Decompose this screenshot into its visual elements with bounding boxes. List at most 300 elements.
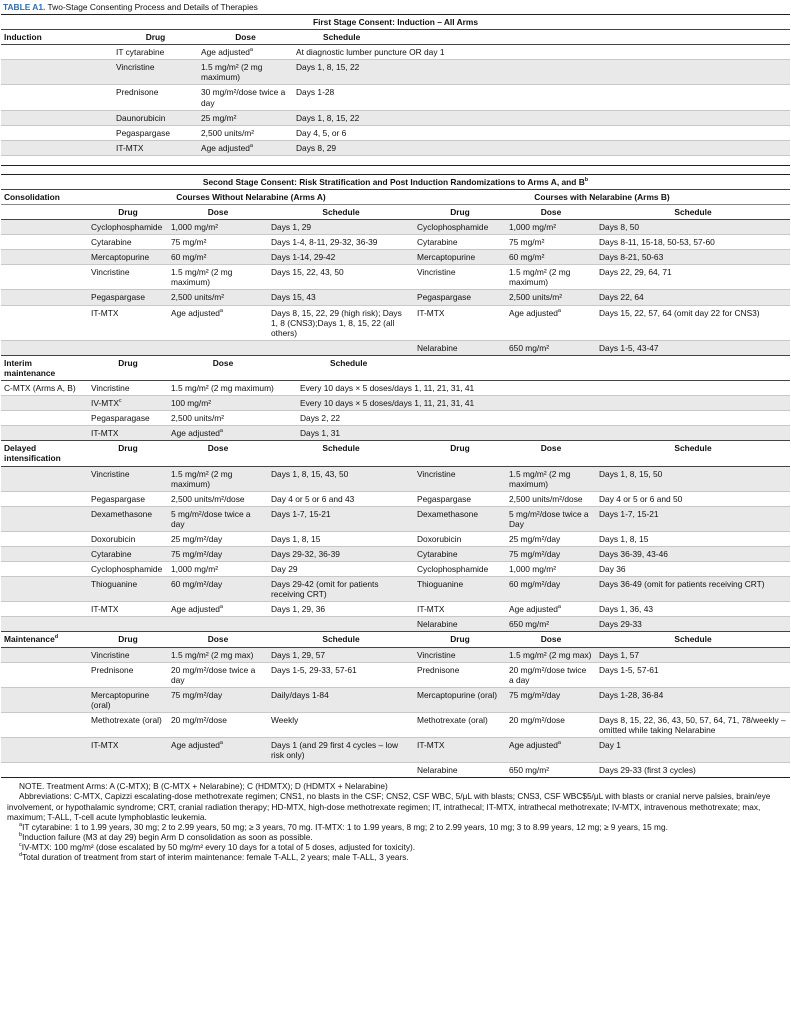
arm-b-dose-cell xyxy=(506,220,596,234)
table-row xyxy=(1,426,790,440)
phase-label-induction: Induction xyxy=(4,32,42,43)
arm-a-dose-cell xyxy=(168,763,268,777)
arm-b-schedule-cell xyxy=(596,648,790,662)
arm-b-schedule-cell xyxy=(596,235,790,249)
col-header-dose: Dose xyxy=(212,357,234,368)
drug-cell-text: Prednisone xyxy=(116,87,159,98)
schedule-cell-text: Days 1, 8, 15, 22 xyxy=(296,112,360,123)
arm-b-schedule-cell xyxy=(596,532,790,546)
schedule-cell xyxy=(293,85,453,109)
arm-a-drug-cell xyxy=(88,265,168,289)
table-row xyxy=(1,663,790,688)
arm-b-drug-cell-text: Nelarabine xyxy=(417,619,458,630)
arm-a-schedule-cell xyxy=(268,617,414,631)
arm-a-drug-cell xyxy=(88,577,168,601)
table-row xyxy=(1,220,790,235)
arm-a-dose-cell xyxy=(168,713,268,737)
footnote-mark: a xyxy=(219,307,223,314)
phase-label-text: Maintenance xyxy=(4,634,55,645)
arm-b-drug-cell-text: Cyclophosphamide xyxy=(417,222,489,233)
arm-b-schedule-cell xyxy=(596,290,790,304)
arm-b-drug-cell-text: Cytarabine xyxy=(417,548,458,559)
arm-b-schedule-cell-text: Days 1, 8, 15 xyxy=(599,533,649,544)
col-header-dose xyxy=(506,205,596,219)
col-header-schedule xyxy=(596,632,790,646)
footnote-mark: a xyxy=(19,821,23,828)
arm-b-drug-cell-text: Vincristine xyxy=(417,649,456,660)
arm-b-dose-cell-text: 25 mg/m²/day xyxy=(509,533,561,544)
dose-cell-text: Age adjusted xyxy=(201,142,250,153)
arm-a-drug-cell-text: Vincristine xyxy=(91,468,130,479)
footnote-text: Total duration of treatment from start of interim maintenance: female T-ALL, 2 years; male T-ALL, 3 years. xyxy=(22,852,409,863)
table-label: TABLE A1. xyxy=(3,2,46,12)
footnote-mark: d xyxy=(19,852,23,859)
arm-a-drug-cell xyxy=(88,738,168,762)
arm-a-dose-cell xyxy=(168,250,268,264)
col-header-dose xyxy=(168,632,268,646)
arm-a-schedule-cell-text: Days 1, 8, 15 xyxy=(271,533,321,544)
second-stage-title xyxy=(1,175,790,190)
arm-b-dose-cell-text: 20 mg/m²/dose xyxy=(509,714,565,725)
arm-a-schedule-cell-text: Days 1-14, 29-42 xyxy=(271,252,336,263)
arm-a-dose-cell-text: Age adjusted xyxy=(171,740,220,751)
arm-a-schedule-cell xyxy=(268,290,414,304)
arm-a-drug-cell-text: Vincristine xyxy=(91,267,130,278)
footnote-mark: a xyxy=(249,142,253,149)
arm-a-schedule-cell xyxy=(268,738,414,762)
footnote-text: Induction failure (M3 at day 29) begin Arm D consolidation as soon as possible. xyxy=(22,831,313,842)
table-row xyxy=(1,547,790,562)
footnote-mark: a xyxy=(219,740,223,747)
arm-b-drug-cell xyxy=(414,220,506,234)
arm-label-cell-text: C-MTX (Arms A, B) xyxy=(4,383,76,394)
col-header-drug: Drug xyxy=(118,357,138,368)
arm-a-drug-cell-text: IT-MTX xyxy=(91,604,119,615)
arm-b-drug-cell xyxy=(414,738,506,762)
arm-a-schedule-cell-text: Daily/days 1-84 xyxy=(271,689,329,700)
col-header-dose xyxy=(168,205,268,219)
arm-a-dose-cell xyxy=(168,532,268,546)
arm-a-drug-cell xyxy=(88,467,168,491)
arm-b-schedule-cell-text: Day 1 xyxy=(599,740,621,751)
arm-b-dose-cell-text: Age adjusted xyxy=(509,604,558,615)
arm-b-drug-cell-text: Prednisone xyxy=(417,664,460,675)
arm-b-dose-cell-text: 2,500 units/m² xyxy=(509,292,563,303)
arm-a-schedule-cell xyxy=(268,713,414,737)
arm-b-dose-cell-text: 20 mg/m²/dose twice a day xyxy=(509,664,587,685)
arm-a-dose-cell-text: 75 mg/m²/day xyxy=(171,548,223,559)
footnote-mark: a xyxy=(249,47,253,54)
dose-cell-text: Age adjusted xyxy=(201,47,250,58)
arm-a-drug-cell xyxy=(88,492,168,506)
arm-b-schedule-cell-text: Day 4 or 5 or 6 and 50 xyxy=(599,493,683,504)
schedule-cell-text: Days 8, 29 xyxy=(296,142,337,153)
arm-b-dose-cell-text: 650 mg/m² xyxy=(509,619,550,630)
schedule-cell xyxy=(293,126,453,140)
maintenance-header-row xyxy=(1,631,790,647)
arm-a-drug-cell-text: IT-MTX xyxy=(91,307,119,318)
arm-a-schedule-cell-text: Days 1, 29 xyxy=(271,222,312,233)
col-header-dose: Dose xyxy=(235,32,256,43)
arm-a-drug-cell xyxy=(88,617,168,631)
arm-b-dose-cell-text: 75 mg/m²/day xyxy=(509,689,561,700)
drug-cell-text: IT cytarabine xyxy=(116,47,165,58)
col-header-dose-text: Dose xyxy=(540,443,562,454)
arm-a-dose-cell-text: 60 mg/m²/day xyxy=(171,579,223,590)
arm-a-schedule-cell xyxy=(268,688,414,712)
arm-label-cell xyxy=(1,396,88,410)
schedule-cell-text: Every 10 days × 5 doses/days 1, 11, 21, 31, 41 xyxy=(300,383,475,394)
phase-cell xyxy=(1,126,113,140)
arm-b-schedule-cell-text: Days 36-49 (omit for patients receiving CRT) xyxy=(599,579,765,590)
schedule-cell xyxy=(278,396,478,410)
col-header-schedule xyxy=(268,441,414,465)
col-header-dose-text: Dose xyxy=(207,634,229,645)
col-header-dose-text: Dose xyxy=(540,634,562,645)
footnote-text: IV-MTX: 100 mg/m² (dose escalated by 50 mg/m² every 10 days for a total of 5 doses, adjusted for toxicity). xyxy=(21,841,416,852)
arm-b-drug-cell-text: Mercaptopurine xyxy=(417,252,476,263)
arm-a-schedule-cell xyxy=(268,265,414,289)
maintenance-rows xyxy=(1,648,790,778)
phase-cell xyxy=(1,648,88,662)
arm-a-drug-cell-text: Prednisone xyxy=(91,664,134,675)
arm-a-schedule-cell-text: Days 8, 15, 22, 29 (high risk); Days 1, 8 (CNS3);Days 1, 8, 15, 22 (all others) xyxy=(271,307,402,338)
arm-a-dose-cell-text: 1.5 mg/m² (2 mg maximum) xyxy=(171,267,233,288)
phase-cell xyxy=(1,341,88,355)
arm-b-dose-cell xyxy=(506,602,596,616)
footnote-mark: a xyxy=(219,604,223,611)
arm-b-schedule-cell-text: Days 1, 8, 15, 50 xyxy=(599,468,663,479)
arm-a-drug-cell-text: Thioguanine xyxy=(91,579,138,590)
arm-a-schedule-cell xyxy=(268,547,414,561)
arm-b-dose-cell xyxy=(506,648,596,662)
arm-a-schedule-cell xyxy=(268,250,414,264)
arm-a-drug-cell xyxy=(88,688,168,712)
table-row xyxy=(1,713,790,738)
arm-a-dose-cell xyxy=(168,492,268,506)
arm-b-schedule-cell-text: Days 8-11, 15-18, 50-53, 57-60 xyxy=(599,237,715,248)
phase-cell xyxy=(1,290,88,304)
drug-cell xyxy=(113,141,198,155)
table-row xyxy=(1,738,790,763)
col-header-drug xyxy=(414,205,506,219)
phase-label-interim: Interim maintenance xyxy=(4,357,56,378)
first-stage-section xyxy=(1,14,790,166)
note-text: NOTE. Treatment Arms: A (C-MTX); B (C-MTX + Nelarabine); C (HDMTX); D (HDMTX + Nelarabine) xyxy=(19,781,388,792)
arm-a-drug-cell-text: Pegaspargase xyxy=(91,493,146,504)
arm-a-schedule-cell-text: Days 29-32, 36-39 xyxy=(271,548,340,559)
arm-b-schedule-cell xyxy=(596,688,790,712)
table-row xyxy=(1,688,790,713)
arm-b-drug-cell xyxy=(414,250,506,264)
arm-a-dose-cell xyxy=(168,577,268,601)
arm-b-drug-cell-text: Nelarabine xyxy=(417,765,458,776)
arm-a-dose-cell xyxy=(168,648,268,662)
col-header-drug xyxy=(88,441,168,465)
consolidation-group-row xyxy=(1,190,790,205)
table-row xyxy=(1,507,790,532)
arm-a-dose-cell xyxy=(168,235,268,249)
arm-b-drug-cell xyxy=(414,602,506,616)
arm-b-schedule-cell xyxy=(596,265,790,289)
arm-b-schedule-cell-text: Days 22, 29, 64, 71 xyxy=(599,267,672,278)
col-header-schedule-text: Schedule xyxy=(322,207,360,218)
table-row xyxy=(1,111,790,126)
arm-b-dose-cell-text: 2,500 units/m²/dose xyxy=(509,493,583,504)
col-header-drug-text: Drug xyxy=(450,443,470,454)
delayed-rows xyxy=(1,467,790,632)
group-a-title: Courses Without Nelarabine (Arms A) xyxy=(176,191,326,202)
col-header-dose-text: Dose xyxy=(540,207,562,218)
table-title: Two-Stage Consenting Process and Details of Therapies xyxy=(47,2,258,12)
col-header-schedule xyxy=(596,205,790,219)
dose-cell-text: Age adjusted xyxy=(171,428,220,439)
table-row xyxy=(1,235,790,250)
arm-a-schedule-cell xyxy=(268,532,414,546)
arm-b-dose-cell xyxy=(506,532,596,546)
schedule-cell-text: Days 1-28 xyxy=(296,87,335,98)
arm-b-dose-cell xyxy=(506,617,596,631)
arm-a-drug-cell-text: Cytarabine xyxy=(91,548,132,559)
arm-b-drug-cell xyxy=(414,492,506,506)
table-row xyxy=(1,411,790,426)
table-row xyxy=(1,396,790,411)
interim-header-row xyxy=(1,355,790,381)
arm-b-drug-cell xyxy=(414,507,506,531)
arm-a-schedule-cell-text: Days 29-42 (omit for patients receiving CRT) xyxy=(271,579,379,600)
arm-label-cell xyxy=(1,426,88,440)
arm-a-drug-cell-text: Cytarabine xyxy=(91,237,132,248)
arm-b-schedule-cell-text: Days 8, 50 xyxy=(599,222,640,233)
second-stage-section xyxy=(1,174,790,778)
arm-a-schedule-cell xyxy=(268,341,414,355)
arm-b-schedule-cell xyxy=(596,341,790,355)
dose-cell xyxy=(198,141,293,155)
arm-a-drug-cell xyxy=(88,341,168,355)
schedule-cell xyxy=(278,411,478,425)
arm-b-drug-cell xyxy=(414,341,506,355)
arm-b-schedule-cell xyxy=(596,250,790,264)
footnote-a xyxy=(7,822,786,832)
arm-a-dose-cell xyxy=(168,688,268,712)
consolidation-header-row xyxy=(1,205,790,220)
arm-a-schedule-cell-text: Weekly xyxy=(271,714,299,725)
arm-b-dose-cell-text: Age adjusted xyxy=(509,307,558,318)
arm-b-dose-cell-text: 5 mg/m²/dose twice a Day xyxy=(509,508,589,529)
arm-a-schedule-cell xyxy=(268,648,414,662)
arm-b-schedule-cell xyxy=(596,547,790,561)
col-header-schedule: Schedule xyxy=(330,357,368,368)
arm-b-drug-cell xyxy=(414,467,506,491)
arm-b-schedule-cell-text: Days 1-7, 15-21 xyxy=(599,508,659,519)
arm-b-dose-cell-text: 75 mg/m² xyxy=(509,237,545,248)
arm-b-dose-cell xyxy=(506,492,596,506)
col-header-dose-text: Dose xyxy=(207,207,229,218)
col-header-drug-text: Drug xyxy=(118,207,138,218)
arm-a-schedule-cell-text: Days 1-4, 8-11, 29-32, 36-39 xyxy=(271,237,378,248)
col-header-drug xyxy=(414,441,506,465)
arm-b-drug-cell-text: Doxorubicin xyxy=(417,533,462,544)
footnote-mark: b xyxy=(19,832,23,839)
arm-b-dose-cell-text: 1,000 mg/m² xyxy=(509,222,557,233)
arm-b-schedule-cell-text: Days 1, 36, 43 xyxy=(599,604,654,615)
arm-a-dose-cell-text: 2,500 units/m² xyxy=(171,292,225,303)
arm-b-schedule-cell-text: Days 36-39, 43-46 xyxy=(599,548,668,559)
col-header-schedule-text: Schedule xyxy=(674,207,712,218)
arm-b-schedule-cell xyxy=(596,220,790,234)
arm-a-dose-cell-text: 25 mg/m²/day xyxy=(171,533,223,544)
arm-a-dose-cell-text: 20 mg/m²/dose twice a day xyxy=(171,664,256,685)
phase-cell xyxy=(1,577,88,601)
arm-a-schedule-cell xyxy=(268,306,414,340)
arm-a-drug-cell xyxy=(88,648,168,662)
table-row xyxy=(1,126,790,141)
arm-a-schedule-cell xyxy=(268,507,414,531)
col-header-schedule-text: Schedule xyxy=(322,443,360,454)
footnote-c xyxy=(7,842,786,852)
arm-a-drug-cell xyxy=(88,235,168,249)
dose-cell xyxy=(168,396,278,410)
arm-b-drug-cell xyxy=(414,663,506,687)
arm-b-dose-cell-text: 1,000 mg/m² xyxy=(509,564,557,575)
dose-cell-text: 2,500 units/m² xyxy=(171,413,225,424)
phase-cell xyxy=(1,492,88,506)
table-row xyxy=(1,602,790,617)
arm-a-schedule-cell-text: Days 1, 29, 36 xyxy=(271,604,326,615)
arm-b-drug-cell xyxy=(414,547,506,561)
col-header-drug xyxy=(414,632,506,646)
arm-b-dose-cell-text: 60 mg/m²/day xyxy=(509,579,561,590)
arm-a-dose-cell xyxy=(168,602,268,616)
arm-a-drug-cell xyxy=(88,507,168,531)
table-row xyxy=(1,60,790,85)
col-header-drug xyxy=(88,632,168,646)
arm-b-schedule-cell xyxy=(596,713,790,737)
col-header-schedule xyxy=(268,632,414,646)
arm-a-schedule-cell xyxy=(268,467,414,491)
table-row xyxy=(1,467,790,492)
col-header-drug xyxy=(88,205,168,219)
footnote-mark: c xyxy=(19,842,22,849)
phase-cell xyxy=(1,688,88,712)
arm-a-drug-cell-text: Pegaspargase xyxy=(91,292,146,303)
arm-a-schedule-cell xyxy=(268,602,414,616)
dose-cell xyxy=(198,126,293,140)
drug-cell-text: Pegaspargase xyxy=(116,127,171,138)
arm-a-schedule-cell-text: Day 29 xyxy=(271,564,298,575)
arm-b-schedule-cell-text: Days 29-33 (first 3 cycles) xyxy=(599,765,696,776)
col-header-schedule: Schedule xyxy=(323,32,361,43)
arm-a-schedule-cell-text: Days 1, 29, 57 xyxy=(271,649,326,660)
schedule-cell xyxy=(278,381,478,395)
arm-a-dose-cell-text: Age adjusted xyxy=(171,604,220,615)
drug-cell-text: IV-MTX xyxy=(91,398,119,409)
arm-a-dose-cell xyxy=(168,290,268,304)
arm-b-schedule-cell xyxy=(596,492,790,506)
arm-b-schedule-cell xyxy=(596,738,790,762)
phase-label xyxy=(1,632,88,646)
delayed-header-row xyxy=(1,440,790,466)
col-header-dose xyxy=(168,441,268,465)
footnote-b xyxy=(7,832,786,842)
arm-b-drug-cell-text: IT-MTX xyxy=(417,740,445,751)
table-row xyxy=(1,250,790,265)
table-row xyxy=(1,532,790,547)
arm-b-schedule-cell-text: Days 29-33 xyxy=(599,619,642,630)
arm-a-drug-cell xyxy=(88,547,168,561)
drug-cell xyxy=(88,426,168,440)
arm-b-drug-cell xyxy=(414,688,506,712)
phase-cell xyxy=(1,713,88,737)
induction-rows xyxy=(1,45,790,165)
arm-b-schedule-cell xyxy=(596,562,790,576)
arm-b-schedule-cell-text: Days 22, 64 xyxy=(599,292,644,303)
arm-a-drug-cell xyxy=(88,663,168,687)
interim-rows xyxy=(1,381,790,440)
arm-a-drug-cell-text: Doxorubicin xyxy=(91,533,136,544)
arm-b-drug-cell xyxy=(414,290,506,304)
phase-cell xyxy=(1,235,88,249)
phase-cell xyxy=(1,265,88,289)
arm-a-schedule-cell-text: Day 4 or 5 or 6 and 43 xyxy=(271,493,355,504)
arm-a-dose-cell-text: 75 mg/m² xyxy=(171,237,207,248)
arm-b-drug-cell-text: Mercaptopurine (oral) xyxy=(417,689,498,700)
arm-b-drug-cell-text: Pegaspargase xyxy=(417,493,472,504)
second-stage-title-text: Second Stage Consent: Risk Stratification and Post Induction Randomizations to Arms A, and B xyxy=(202,176,585,187)
table-row xyxy=(1,85,790,110)
arm-b-dose-cell xyxy=(506,306,596,340)
dose-cell xyxy=(198,45,293,59)
schedule-cell-text: Day 4, 5, or 6 xyxy=(296,127,347,138)
table-row xyxy=(1,45,790,60)
arm-b-dose-cell-text: 1.5 mg/m² (2 mg maximum) xyxy=(509,468,571,489)
phase-cell xyxy=(1,220,88,234)
col-header-dose xyxy=(506,441,596,465)
arm-a-dose-cell xyxy=(168,663,268,687)
arm-b-schedule-cell-text: Days 8-21, 50-63 xyxy=(599,252,664,263)
schedule-cell-text: Days 1, 8, 15, 22 xyxy=(296,62,360,73)
drug-cell xyxy=(113,111,198,125)
arm-b-drug-cell xyxy=(414,648,506,662)
phase-label-consolidation: Consolidation xyxy=(4,191,60,202)
arm-b-dose-cell-text: 650 mg/m² xyxy=(509,342,550,353)
col-header-schedule xyxy=(596,441,790,465)
arm-b-schedule-cell xyxy=(596,617,790,631)
dose-cell xyxy=(198,85,293,109)
arm-a-schedule-cell-text: Days 1 (and 29 first 4 cycles – low risk only) xyxy=(271,740,399,761)
arm-b-schedule-cell xyxy=(596,663,790,687)
schedule-cell-text: At diagnostic lumber puncture OR day 1 xyxy=(296,47,445,58)
table-row xyxy=(1,265,790,290)
arm-a-drug-cell-text: Mercaptopurine xyxy=(91,252,150,263)
arm-b-dose-cell-text: 650 mg/m² xyxy=(509,765,550,776)
arm-b-drug-cell xyxy=(414,532,506,546)
arm-a-dose-cell xyxy=(168,467,268,491)
arm-b-drug-cell xyxy=(414,562,506,576)
table-row xyxy=(1,156,790,165)
arm-a-schedule-cell xyxy=(268,663,414,687)
drug-cell-text: Vincristine xyxy=(116,62,155,73)
arm-b-dose-cell xyxy=(506,763,596,777)
arm-b-drug-cell-text: Pegaspargase xyxy=(417,292,472,303)
phase-cell xyxy=(1,467,88,491)
arm-b-dose-cell xyxy=(506,290,596,304)
arm-a-drug-cell xyxy=(88,306,168,340)
table-row xyxy=(1,617,790,631)
table-row xyxy=(1,577,790,602)
arm-b-schedule-cell xyxy=(596,507,790,531)
arm-b-schedule-cell xyxy=(596,763,790,777)
